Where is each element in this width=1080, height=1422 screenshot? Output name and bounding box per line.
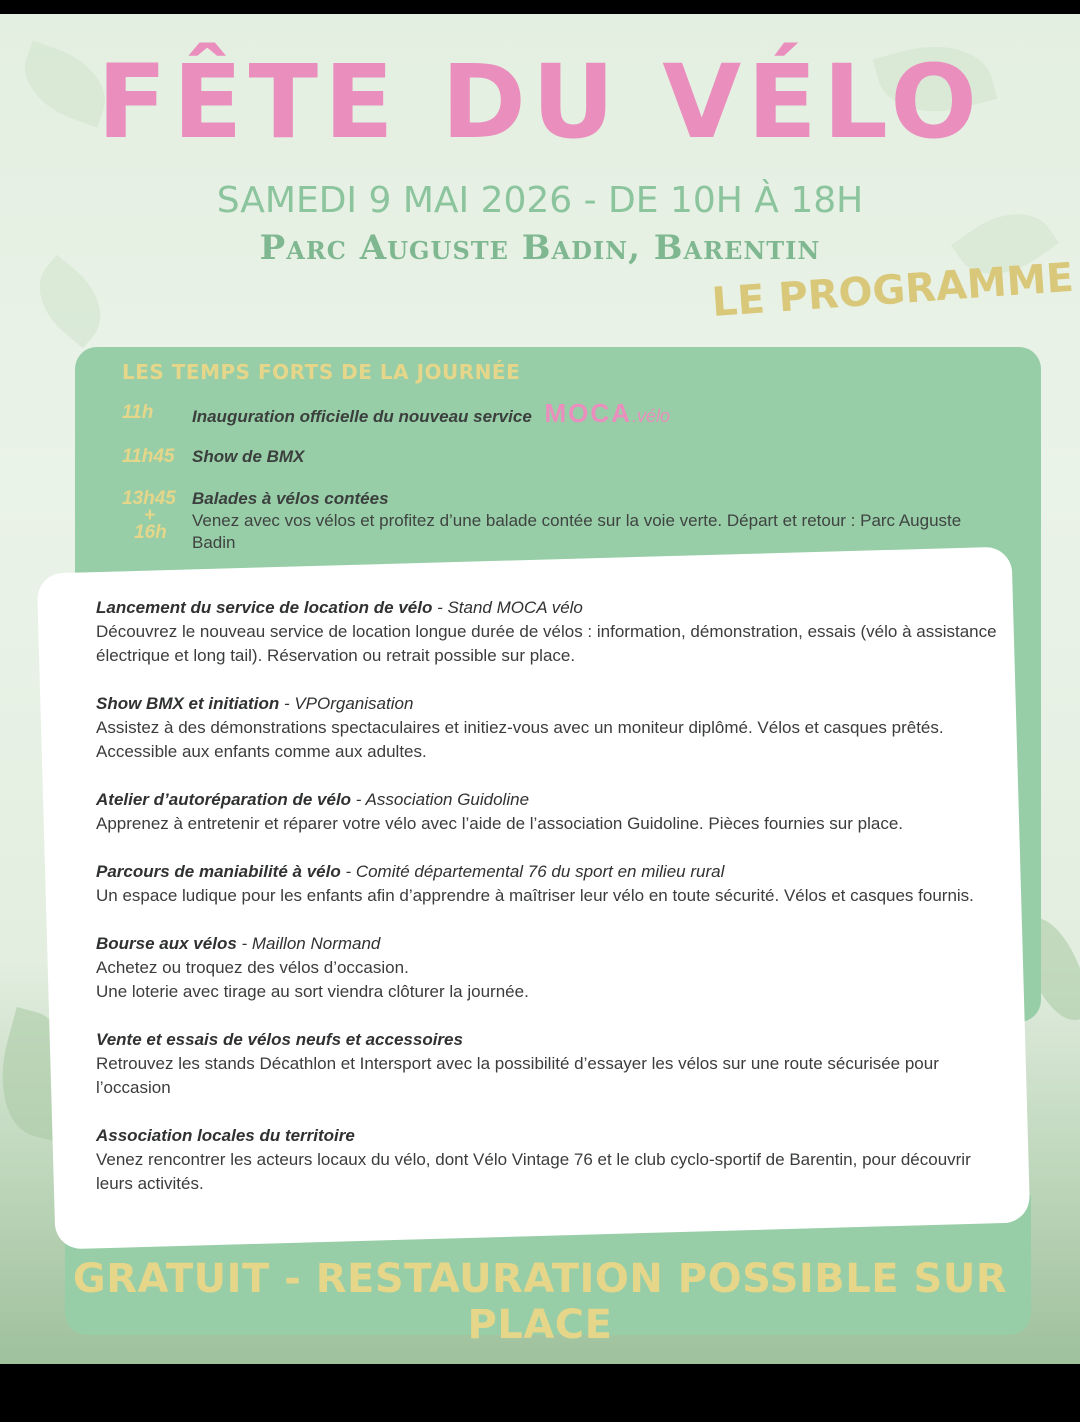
activity-desc: Retrouvez les stands Décathlon et Intersport avec la possibilité d’essayer les vélos sur une route sécurisée pour l’occasion xyxy=(96,1054,939,1097)
activity-desc: Découvrez le nouveau service de location longue durée de vélos : information, démonstration, essais (vélo à assistance électrique et long tail). Réservation ou retrait possible sur place. xyxy=(96,622,997,665)
highlight-time: 11h xyxy=(122,402,154,423)
highlight-text xyxy=(192,398,670,428)
activity-desc: Une loterie avec tirage au sort viendra clôturer la journée. xyxy=(96,982,529,1001)
activity-title: Show BMX et initiation xyxy=(96,694,280,713)
event-place: Parc Auguste Badin, Barentin xyxy=(259,228,821,268)
footer-banner: GRATUIT - RESTAURATION POSSIBLE SUR PLACE xyxy=(72,1256,1008,1348)
activity-title: Lancement du service de location de vélo xyxy=(96,598,433,617)
activity-item xyxy=(96,1028,1011,1100)
activity-desc: Apprenez à entretenir et réparer votre vélo avec l’aide de l’association Guidoline. Pièces fournies sur place. xyxy=(96,814,904,833)
activity-heading xyxy=(96,932,1011,956)
highlights-title: LES TEMPS FORTS DE LA JOURNÉE xyxy=(122,360,521,384)
highlight-label: Inauguration officielle du nouveau service xyxy=(192,407,532,426)
activity-heading xyxy=(96,788,1011,812)
activity-item xyxy=(96,860,1011,908)
highlight-time-start: 13h45 xyxy=(122,488,176,509)
highlight-time: 11h45 xyxy=(122,446,175,467)
programme-label: LE PROGRAMME xyxy=(710,254,1076,326)
activity-item xyxy=(96,932,1011,1004)
activity-title: Bourse aux vélos xyxy=(96,934,237,953)
highlight-row xyxy=(122,398,670,428)
activity-desc: Venez rencontrer les acteurs locaux du vélo, dont Vélo Vintage 76 et le club cyclo-sportif de Barentin, pour découvrir leurs activités. xyxy=(96,1150,971,1193)
activity-heading xyxy=(96,596,1011,620)
activity-title: Parcours de maniabilité à vélo xyxy=(96,862,341,881)
activity-desc: Un espace ludique pour les enfants afin d’apprendre à maîtriser leur vélo en toute sécurité. Vélos et casques fournis. xyxy=(96,886,974,905)
activity-item xyxy=(96,692,1011,764)
highlight-content xyxy=(192,488,982,554)
activity-item xyxy=(96,788,1011,836)
activity-heading xyxy=(96,1028,1011,1052)
moca-logo-suffix: .vélo xyxy=(631,406,670,426)
highlight-row xyxy=(122,488,982,554)
activity-item xyxy=(96,596,1011,668)
highlight-time-range xyxy=(122,488,192,554)
activity-heading xyxy=(96,860,1011,884)
highlight-label: Balades à vélos contées xyxy=(192,489,389,508)
highlight-desc: Venez avec vos vélos et profitez d’une balade contée sur la voie verte. Départ et retour : Parc Auguste Badin xyxy=(192,511,962,552)
activity-title: Vente et essais de vélos neufs et accessoires xyxy=(96,1030,463,1049)
activity-heading xyxy=(96,692,1011,716)
activity-title: Association locales du territoire xyxy=(96,1126,355,1145)
activity-org: - Comité départemental 76 du sport en milieu rural xyxy=(340,862,725,881)
activity-org: - Maillon Normand xyxy=(236,934,381,953)
highlight-row xyxy=(122,446,304,468)
activity-heading xyxy=(96,1124,1011,1148)
highlight-label: Show de BMX xyxy=(192,447,305,466)
highlight-time-end: 16h xyxy=(134,522,167,543)
highlight-time-plus: + xyxy=(143,505,156,526)
activity-desc: Achetez ou troquez des vélos d’occasion. xyxy=(96,958,409,977)
activity-org: - Stand MOCA vélo xyxy=(432,598,583,617)
leaf-decoration xyxy=(22,255,119,349)
activity-org: - Association Guidoline xyxy=(351,790,530,809)
activities-list xyxy=(96,596,1011,1220)
moca-logo-text: MOCA xyxy=(544,398,632,428)
moca-logo xyxy=(545,398,670,428)
activity-org: - VPOrganisation xyxy=(279,694,414,713)
page-title: FÊTE DU VÉLO xyxy=(97,43,983,162)
activity-desc: Assistez à des démonstrations spectaculaires et initiez-vous avec un moniteur diplômé. Vélos et casques prêtés. Accessible aux enfants comme aux adultes. xyxy=(96,718,944,761)
activity-item xyxy=(96,1124,1011,1196)
event-date: SAMEDI 9 MAI 2026 - DE 10H À 18H xyxy=(216,180,864,221)
activity-title: Atelier d’autoréparation de vélo xyxy=(96,790,352,809)
